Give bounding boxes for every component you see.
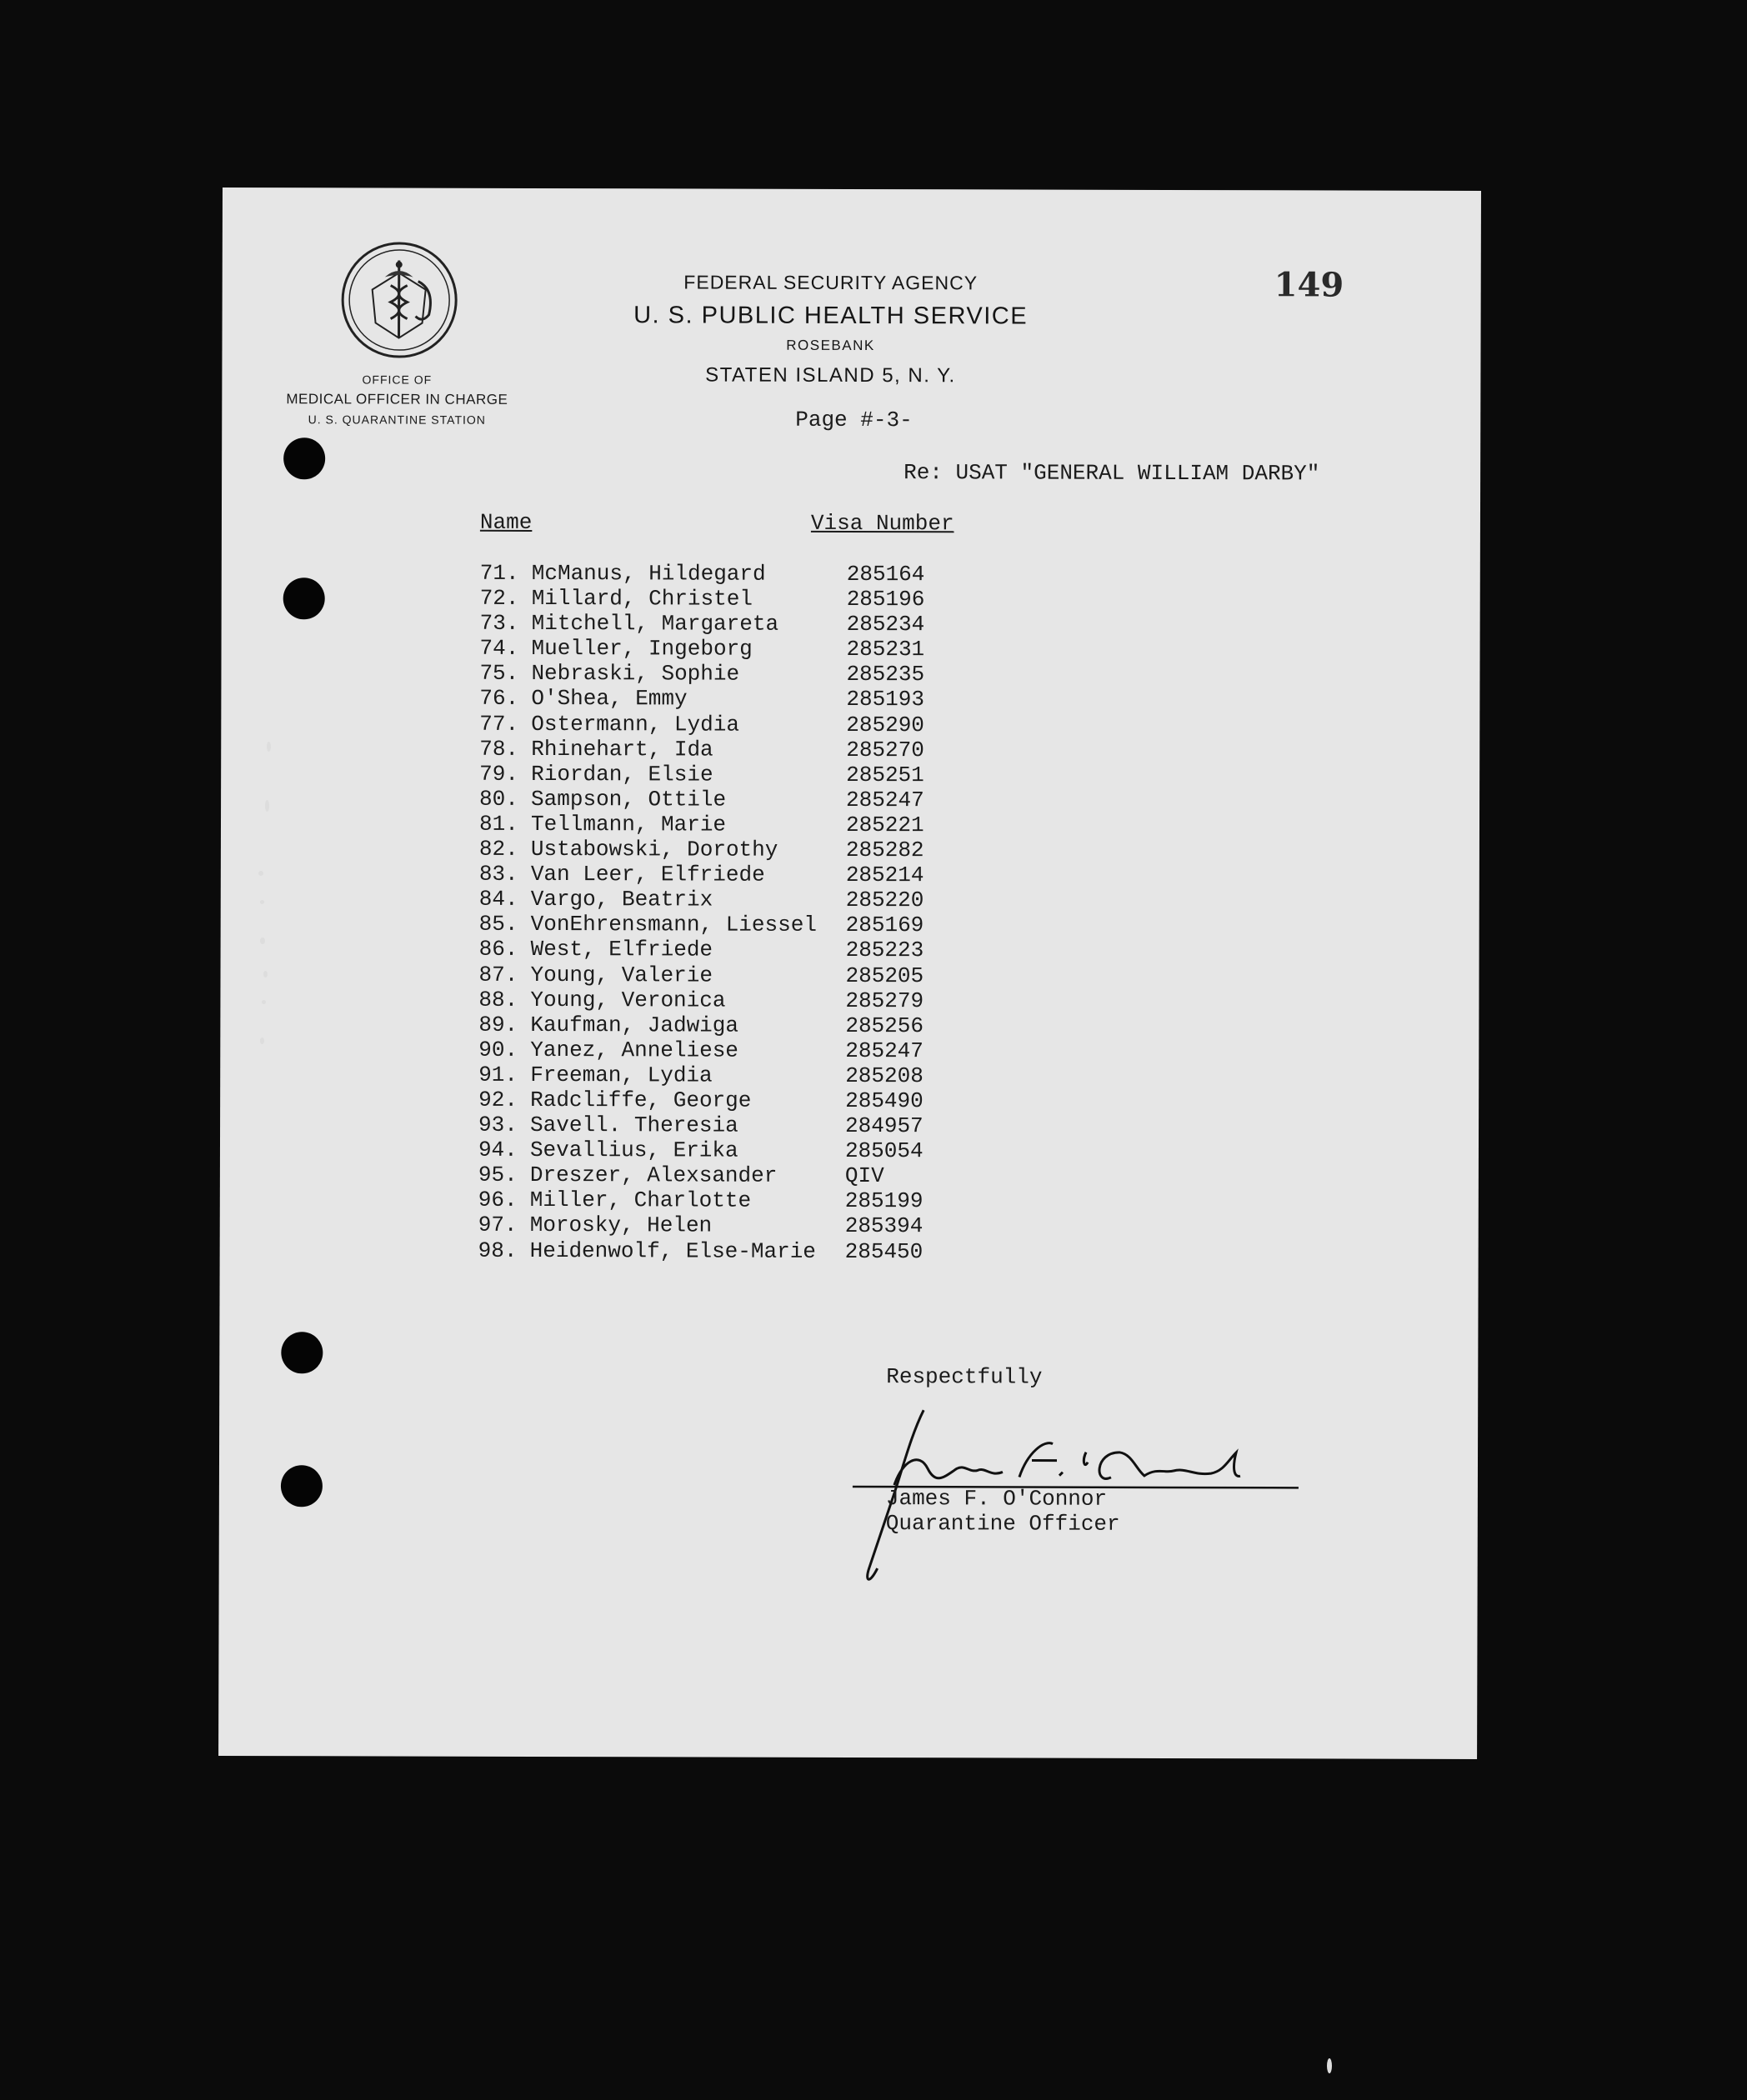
entry-visa-number: 285193 (846, 687, 925, 712)
list-item (478, 1162, 884, 1189)
entry-number: 81. (478, 811, 518, 837)
film-speck (260, 938, 265, 944)
entry-name: Morosky, Helen (529, 1212, 713, 1238)
list-item (478, 1188, 924, 1214)
entry-name: Ostermann, Lydia (531, 711, 739, 738)
passenger-list (478, 560, 925, 1264)
entry-name: Yanez, Anneliese (530, 1037, 738, 1063)
signer-title: Quarantine Officer (885, 1511, 1120, 1537)
entry-name: Nebraski, Sophie (531, 661, 740, 688)
entry-visa-number: 285282 (845, 837, 924, 863)
list-item (479, 636, 925, 662)
list-item (479, 761, 924, 788)
entry-number: 87. (478, 962, 518, 988)
entry-visa-number: 285196 (846, 587, 925, 612)
entry-number: 98. (478, 1238, 518, 1263)
film-speck (260, 1038, 264, 1044)
entry-number: 83. (478, 861, 518, 888)
list-item (478, 1062, 924, 1089)
entry-number: 96. (478, 1188, 518, 1213)
entry-number: 74. (479, 636, 519, 662)
entry-name: Sevallius, Erika (529, 1138, 738, 1163)
punch-hole (281, 1465, 323, 1507)
list-item (478, 937, 924, 963)
list-item (478, 836, 924, 863)
stamped-page-number: 149 (1274, 265, 1344, 305)
film-speck (262, 1000, 266, 1004)
entry-number: 72. (479, 585, 519, 612)
list-item (478, 1112, 924, 1139)
list-item (478, 1037, 924, 1063)
letterhead-agency: FEDERAL SECURITY AGENCY (683, 271, 979, 294)
entry-name: O'Shea, Emmy (531, 686, 688, 712)
entry-visa-number: 285290 (846, 712, 924, 738)
entry-number: 89. (478, 1012, 518, 1038)
punch-hole (281, 1332, 323, 1373)
column-header-name: Name (479, 509, 533, 535)
entry-name: Heidenwolf, Else-Marie (529, 1238, 816, 1264)
list-item (479, 585, 925, 612)
entry-visa-number: 285256 (845, 1012, 924, 1038)
entry-visa-number: 285220 (845, 888, 924, 913)
entry-name: Young, Veronica (530, 987, 726, 1013)
entry-visa-number: 285164 (846, 561, 925, 588)
entry-name: Young, Valerie (530, 962, 713, 988)
document-page (218, 188, 1481, 1759)
list-item (479, 661, 925, 688)
entry-name: Van Leer, Elfriede (530, 862, 765, 888)
entry-number: 78. (479, 736, 519, 762)
entry-visa-number: 285270 (846, 737, 924, 762)
list-item (479, 610, 925, 638)
entry-visa-number: 285054 (844, 1138, 924, 1164)
entry-name: Mueller, Ingeborg (531, 636, 753, 662)
entry-name: Vargo, Beatrix (530, 887, 713, 912)
entry-number: 73. (479, 610, 519, 637)
list-item (478, 1238, 924, 1264)
entry-name: McManus, Hildegard (531, 560, 766, 587)
office-line: MEDICAL OFFICER IN CHARGE (286, 391, 508, 408)
entry-visa-number: 285221 (845, 812, 924, 838)
entry-visa-number: 285205 (845, 962, 924, 988)
entry-name: Ustabowski, Dorothy (530, 837, 778, 862)
entry-number: 95. (478, 1162, 518, 1188)
list-item (479, 786, 924, 813)
office-line: OFFICE OF (362, 372, 433, 387)
entry-name: Miller, Charlotte (529, 1188, 752, 1214)
entry-name: Radcliffe, George (530, 1087, 752, 1113)
entry-name: Tellmann, Marie (530, 811, 727, 838)
letterhead-locality: ROSEBANK (786, 337, 875, 354)
list-item (479, 560, 925, 588)
entry-visa-number: 285234 (846, 612, 925, 638)
list-item (478, 987, 924, 1013)
entry-number: 91. (478, 1062, 518, 1088)
page-label: Page #-3- (795, 407, 913, 433)
list-item (478, 1012, 924, 1038)
entry-name: Freeman, Lydia (530, 1062, 713, 1088)
reference-line: Re: USAT "GENERAL WILLIAM DARBY" (904, 460, 1320, 487)
list-item (478, 887, 924, 913)
punch-hole (283, 438, 325, 479)
entry-number: 82. (478, 836, 518, 862)
film-speck (267, 742, 271, 752)
entry-number: 93. (478, 1112, 518, 1138)
list-item (478, 861, 924, 888)
entry-name: West, Elfriede (530, 937, 713, 962)
entry-number: 77. (479, 711, 519, 737)
list-item (478, 1137, 924, 1164)
list-item (478, 1087, 924, 1114)
film-speck (1327, 2058, 1332, 2073)
entry-visa-number: 285231 (846, 637, 925, 662)
entry-visa-number: 285169 (845, 912, 924, 938)
entry-number: 79. (479, 761, 519, 787)
film-speck (258, 871, 263, 876)
entry-number: 92. (478, 1087, 518, 1112)
entry-number: 97. (478, 1212, 518, 1238)
film-speck (263, 971, 268, 978)
entry-visa-number: 285208 (845, 1062, 924, 1089)
entry-visa-number: 285450 (844, 1238, 924, 1264)
entry-visa-number: 285235 (846, 662, 925, 688)
entry-visa-number: 285251 (846, 762, 924, 788)
entry-number: 84. (478, 887, 518, 912)
entry-name: Dreszer, Alexsander (529, 1162, 778, 1188)
entry-visa-number: 285247 (845, 1038, 924, 1063)
entry-visa-number: 285279 (845, 988, 924, 1013)
entry-number: 71. (479, 560, 519, 586)
entry-name: Sampson, Ottile (531, 786, 727, 812)
entry-visa-number: 285214 (845, 862, 924, 888)
film-speck (260, 900, 264, 904)
entry-visa-number: 285247 (846, 787, 924, 813)
list-item (478, 962, 924, 988)
letterhead (597, 265, 1064, 392)
entry-visa-number: QIV (844, 1163, 884, 1189)
column-header-visa: Visa Number (810, 510, 954, 537)
letterhead-city: STATEN ISLAND 5, N. Y. (705, 363, 956, 388)
office-line: U. S. QUARANTINE STATION (308, 412, 486, 427)
entry-name: Millard, Christel (531, 586, 753, 612)
signer-name: James F. O'Connor (885, 1486, 1108, 1512)
entry-visa-number: 285223 (845, 938, 924, 963)
list-item (478, 811, 924, 838)
list-item (478, 1212, 924, 1239)
entry-number: 94. (478, 1137, 518, 1163)
punch-hole (283, 578, 325, 619)
entry-number: 75. (479, 661, 519, 687)
entry-visa-number: 284957 (845, 1113, 924, 1139)
entry-visa-number: 285394 (844, 1213, 924, 1239)
entry-visa-number: 285199 (844, 1188, 924, 1214)
list-item (479, 736, 924, 762)
entry-number: 90. (478, 1037, 518, 1062)
entry-name: Riordan, Elsie (531, 761, 713, 788)
entry-name: Savell. Theresia (530, 1112, 738, 1138)
film-speck (265, 800, 269, 812)
entry-number: 80. (479, 786, 518, 812)
entry-number: 76. (479, 686, 519, 712)
letterhead-service: U. S. PUBLIC HEALTH SERVICE (633, 302, 1029, 330)
entry-name: Kaufman, Jadwiga (530, 1012, 739, 1038)
closing: Respectfully (886, 1364, 1043, 1390)
entry-number: 85. (478, 912, 518, 938)
entry-name: VonEhrensmann, Liessel (530, 912, 817, 938)
list-item (479, 686, 925, 712)
list-item (478, 912, 924, 938)
office-address-block (272, 369, 522, 430)
public-health-service-seal (338, 239, 459, 360)
entry-visa-number: 285490 (845, 1088, 924, 1114)
entry-number: 86. (478, 937, 518, 962)
entry-name: Mitchell, Margareta (531, 611, 779, 637)
list-item (479, 711, 924, 738)
entry-name: Rhinehart, Ida (531, 736, 713, 762)
entry-number: 88. (478, 987, 518, 1012)
